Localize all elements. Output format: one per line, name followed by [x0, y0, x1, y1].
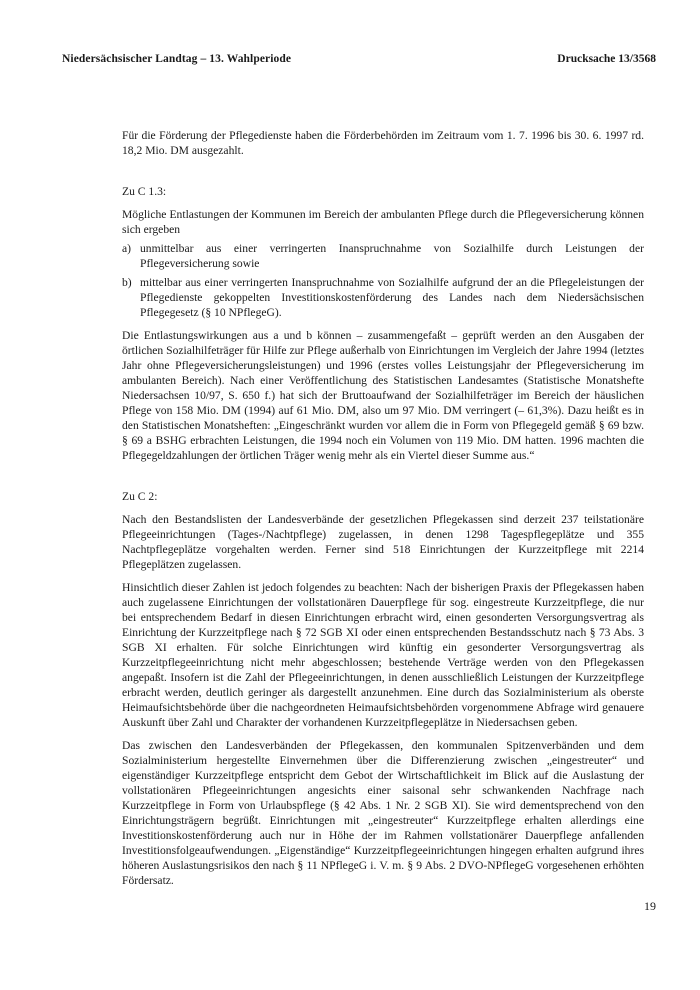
- header-title: Niedersächsischer Landtag – 13. Wahlperiode: [62, 53, 292, 65]
- list-item-text: unmittelbar aus einer verringerten Inanspruchnahme von Sozialhilfe durch Leistungen der Pflegeversicherung sowie: [140, 242, 644, 270]
- section-c2-paragraph: Hinsichtlich dieser Zahlen ist jedoch folgendes zu beachten: Nach der bisherigen Praxis der Pflegekassen haben auch zugelassene Einrichtungen der vollstationären Dauerpflege für sog. eingestreute Kurzzeitpflege, die nur bei entsprechendem Bedarf in diesen Einrichtungen erbracht wird, einen gesonderten Versorgungsvertrag als Einrichtung der Kurzzeitpflege nach § 72 SGB XI oder einen entsprechenden Bestandsschutz nach § 73 Abs. 3 SGB XI erhalten. Für solche Einrichtungen wird künftig ein gesonderter Versorgungsvertrag als Kurzzeitpflegeeinrichtung nicht mehr abgeschlossen; bestehende Verträge werden von den Pflegekassen angepaßt. Insofern ist die Zahl der Pflegeeinrichtungen, in denen ausschließlich Leistungen der Kurzzeitpflege erbracht werden, deutlich geringer als dargestellt anzunehmen. Eine durch das Sozialministerium als oberste Heimaufsichtsbehörde über die nachgeordneten Heimaufsichtsbehörden vorgenommene Abfrage wird genauere Auskunft über Zahl und Charakter der vorhandenen Kurzzeitpflegeplätze in Niedersachsen geben.: [122, 581, 644, 729]
- list-item: [122, 241, 644, 271]
- intro-paragraph: Für die Förderung der Pflegedienste haben die Förderbehörden im Zeitraum vom 1. 7. 1996 bis 30. 6. 1997 rd. 18,2 Mio. DM ausgezahlt.: [122, 129, 644, 157]
- section-c2-paragraph: Nach den Bestandslisten der Landesverbände der gesetzlichen Pflegekassen sind derzeit 237 teilstationäre Pflegeeinrichtungen (Tages-/Nachtpflege) zugelassen, in denen 1298 Tagespflegeplätze und 355 Nachtpflegeplätze vorgehalten werden. Ferner sind 518 Einrichtungen der Kurzzeitpflege mit 2214 Pflegeplätzen zugelassen.: [122, 513, 644, 571]
- list-marker: b): [122, 276, 132, 289]
- section-c13-lead: Mögliche Entlastungen der Kommunen im Bereich der ambulanten Pflege durch die Pflegeversicherung können sich ergeben: [122, 208, 644, 236]
- document-number: Drucksache 13/3568: [557, 53, 656, 65]
- section-heading-c13: Zu C 1.3:: [122, 185, 167, 198]
- section-heading-c2: Zu C 2:: [122, 490, 158, 503]
- list-item: [122, 275, 644, 320]
- section-c2-paragraph: Das zwischen den Landesverbänden der Pflegekassen, den kommunalen Spitzenverbänden und dem Sozialministerium hergestellte Einvernehmen über die Differenzierung zwischen „eingestreuter“ und eigenständiger Kurzzeitpflege entspricht dem Gebot der Wirtschaftlichkeit im Blick auf die Auslastung der vollstationären Pflegeeinrichtungen angesichts einer saisonal sehr schwankenden Nachfrage nach Kurzzeitpflege in Form von Urlaubspflege (§ 42 Abs. 1 Nr. 2 SGB XI). Sie wird dementsprechend von den Einrichtungsträgern begrüßt. Einrichtungen mit „eingestreuter“ Kurzzeitpflege erhalten allerdings eine Investitionskostenförderung auch nur in Höhe der im Rahmen vollstationärer Dauerpflege anfallenden Investitionsfolgeaufwendungen. „Eigenständige“ Kurzzeitpflegeeinrichtungen hingegen erhalten aufgrund ihres höheren Auslastungsrisikos den nach § 11 NPflegeG i. V. m. § 9 Abs. 2 DVO-NPflegeG vorgesehenen erhöhten Fördersatz.: [122, 739, 644, 887]
- section-c13-paragraph: Die Entlastungswirkungen aus a und b können – zusammengefaßt – geprüft werden an den Ausgaben der örtlichen Sozialhilfeträger für Hilfe zur Pflege außerhalb von Einrichtungen im Vergleich der Jahre 1994 (letztes Jahr ohne Pflegeversicherungsleistungen) und 1996 (erstes volles Leistungsjahr der Pflegeversicherung im ambulanten Bereich). Nach einer Veröffentlichung des Statistischen Landesamtes (Statistische Monatshefte Niedersachsen 10/97, S. 650 f.) hat sich der Bruttoaufwand der Sozialhilfeträger im Bereich der häuslichen Pflege von 158 Mio. DM (1994) auf 61 Mio. DM, also um 97 Mio. DM verringert (– 61,3%). Dazu heißt es in den Statistischen Monatsheften: „Eingeschränkt wurden vor allem die in Form von Pflegegeld gemäß § 69 bzw. § 69 a BSHG erbrachten Leistungen, die 1994 noch ein Volumen von 119 Mio. DM hatten. 1996 machten die Pflegegeldzahlungen der örtlichen Träger wenig mehr als ein Viertel dieser Summe aus.“: [122, 329, 644, 462]
- list-marker: a): [122, 242, 132, 255]
- page-number: 19: [644, 899, 656, 913]
- document-body: [122, 128, 644, 888]
- list-item-text: mittelbar aus einer verringerten Inanspruchnahme von Sozialhilfe aufgrund der an die Pflegeleistungen der Pflegedienste gekoppelten Investitionskostenförderung des Landes nach dem Niedersächsischen Pflegegesetz (§ 10 NPflegeG).: [140, 276, 644, 319]
